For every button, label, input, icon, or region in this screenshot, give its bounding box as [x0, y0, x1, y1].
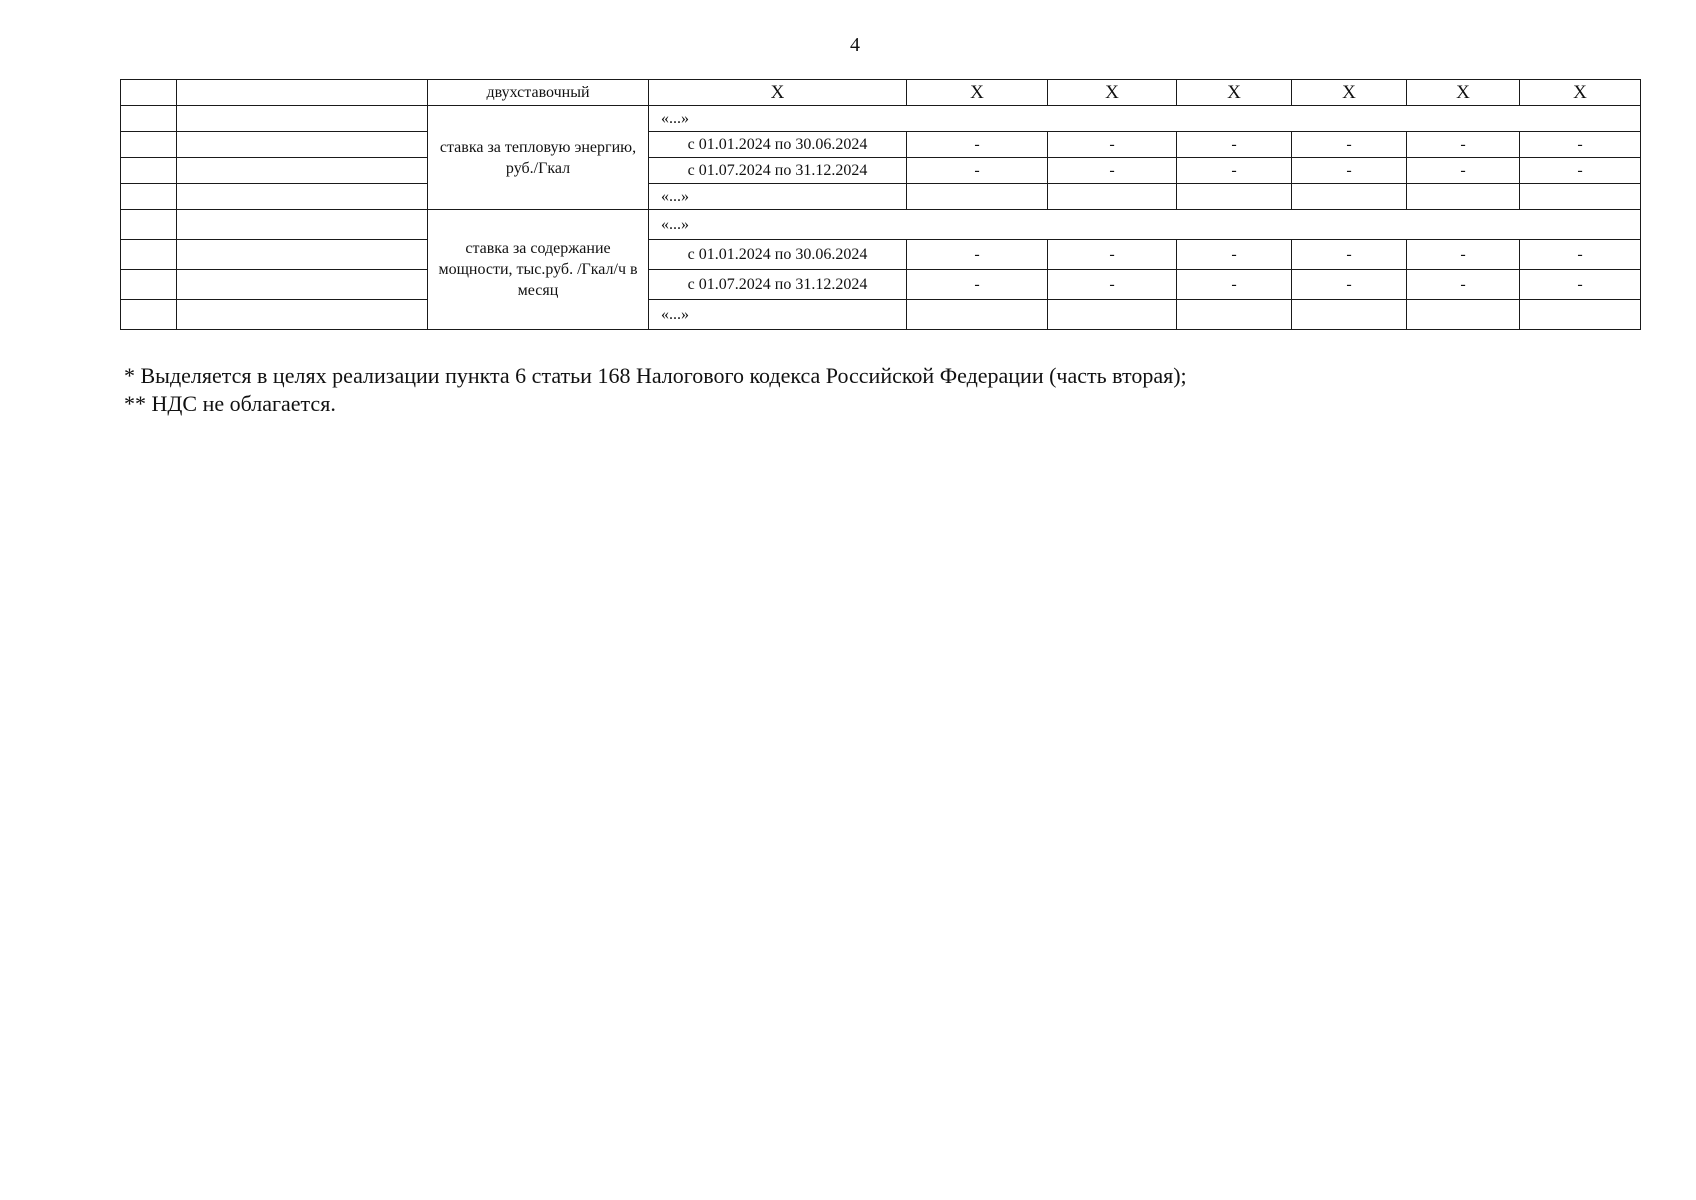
table-row	[121, 300, 1641, 330]
ellipsis-cell: «...»	[649, 184, 907, 210]
value-cell: -	[1177, 158, 1292, 184]
value-cell: -	[907, 132, 1048, 158]
table-cell	[177, 240, 428, 270]
period-cell: с 01.01.2024 по 30.06.2024	[649, 240, 907, 270]
table-cell	[177, 158, 428, 184]
value-cell: -	[1407, 240, 1520, 270]
period-cell: с 01.07.2024 по 31.12.2024	[649, 270, 907, 300]
table-cell	[177, 270, 428, 300]
table-cell	[177, 132, 428, 158]
table-cell	[1292, 184, 1407, 210]
table-row	[121, 184, 1641, 210]
page-number: 4	[850, 34, 860, 56]
table-cell	[907, 300, 1048, 330]
table-cell	[121, 132, 177, 158]
table-row	[121, 270, 1641, 300]
table-row	[121, 210, 1641, 240]
table-cell	[1048, 184, 1177, 210]
table-cell	[1177, 184, 1292, 210]
ellipsis-cell: «...»	[649, 210, 1641, 240]
table-cell	[177, 106, 428, 132]
table-cell	[121, 106, 177, 132]
value-cell: -	[1292, 158, 1407, 184]
header-x-cell: X	[649, 80, 907, 106]
period-cell: с 01.01.2024 по 30.06.2024	[649, 132, 907, 158]
header-x-cell: X	[1177, 80, 1292, 106]
table-cell	[177, 80, 428, 106]
footnote-vat-allocation: * Выделяется в целях реализации пункта 6 статьи 168 Налогового кодекса Российской Федерации (часть вторая);	[124, 363, 1187, 388]
tariff-table	[120, 79, 1641, 330]
value-cell: -	[1177, 132, 1292, 158]
table-cell	[121, 210, 177, 240]
table-row	[121, 80, 1641, 106]
value-cell: -	[1048, 270, 1177, 300]
table-cell	[1520, 184, 1641, 210]
header-x-cell: X	[1407, 80, 1520, 106]
table-cell	[177, 300, 428, 330]
header-x-cell: X	[1292, 80, 1407, 106]
value-cell: -	[1048, 158, 1177, 184]
value-cell: -	[1407, 158, 1520, 184]
table-cell	[1177, 300, 1292, 330]
value-cell: -	[1520, 132, 1641, 158]
table-cell	[121, 270, 177, 300]
table-row	[121, 132, 1641, 158]
value-cell: -	[1292, 270, 1407, 300]
table-row	[121, 240, 1641, 270]
table-cell	[907, 184, 1048, 210]
header-x-cell: X	[907, 80, 1048, 106]
value-cell: -	[1177, 240, 1292, 270]
table-cell	[121, 80, 177, 106]
table-cell	[177, 210, 428, 240]
table-row	[121, 158, 1641, 184]
value-cell: -	[907, 270, 1048, 300]
table-cell	[1520, 300, 1641, 330]
value-cell: -	[1407, 132, 1520, 158]
value-cell: -	[1292, 240, 1407, 270]
table-cell	[1407, 300, 1520, 330]
value-cell: -	[1520, 240, 1641, 270]
table-cell	[177, 184, 428, 210]
table-row	[121, 106, 1641, 132]
ellipsis-cell: «...»	[649, 300, 907, 330]
value-cell: -	[907, 240, 1048, 270]
header-x-cell: X	[1048, 80, 1177, 106]
value-cell: -	[1407, 270, 1520, 300]
heat-rate-label: ставка за тепловую энергию, руб./Гкал	[428, 106, 649, 210]
capacity-rate-label: ставка за содержание мощности, тыс.руб. /Гкал/ч в месяц	[428, 210, 649, 330]
ellipsis-cell: «...»	[649, 106, 1641, 132]
value-cell: -	[1520, 270, 1641, 300]
footnote-vat-exempt: ** НДС не облагается.	[124, 391, 336, 416]
footnotes	[124, 362, 1187, 418]
value-cell: -	[907, 158, 1048, 184]
table-cell	[121, 240, 177, 270]
table-cell	[1407, 184, 1520, 210]
table-cell	[121, 158, 177, 184]
table-cell	[1048, 300, 1177, 330]
tariff-type-cell: двухставочный	[428, 80, 649, 106]
value-cell: -	[1048, 240, 1177, 270]
header-x-cell: X	[1520, 80, 1641, 106]
value-cell: -	[1520, 158, 1641, 184]
table-cell	[121, 184, 177, 210]
table-cell	[1292, 300, 1407, 330]
value-cell: -	[1048, 132, 1177, 158]
period-cell: с 01.07.2024 по 31.12.2024	[649, 158, 907, 184]
table-cell	[121, 300, 177, 330]
value-cell: -	[1177, 270, 1292, 300]
value-cell: -	[1292, 132, 1407, 158]
